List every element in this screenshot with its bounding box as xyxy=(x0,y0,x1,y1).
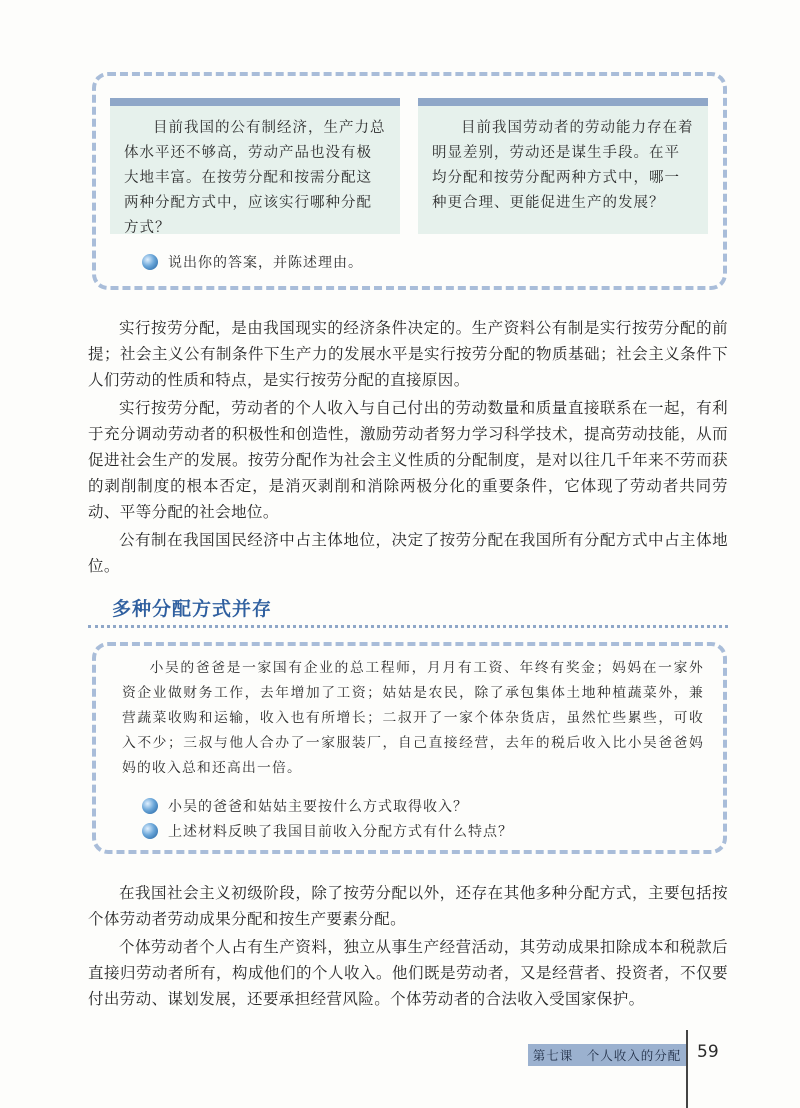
question-card-right xyxy=(418,98,708,234)
question-text-right: 目前我国劳动者的劳动能力存在着明显差别，劳动还是谋生手段。在平均分配和按劳分配两种方式中，哪一种更合理、更能促进生产的发展？ xyxy=(432,120,694,211)
case-question-1 xyxy=(142,796,468,816)
bullet-icon xyxy=(142,823,158,839)
paragraph: 实行按劳分配，劳动者的个人收入与自己付出的劳动数量和质量直接联系在一起，有利于充分调动劳动者的积极性和创造性，激励劳动者努力学习科学技术，提高劳动技能，从而促进社会生产的发展。按劳分配作为社会主义性质的分配制度，是对以往几千年来不劳而获的剥削制度的根本否定，是消灭剥削和消除两极分化的重要条件，它体现了劳动者共同劳动、平等分配的社会地位。 xyxy=(88,399,728,521)
case-study-text: 小吴的爸爸是一家国有企业的总工程师，月月有工资、年终有奖金；妈妈在一家外资企业做财务工作，去年增加了工资；姑姑是农民，除了承包集体土地种植蔬菜外，兼营蔬菜收购和运输，收入也有所增长；二叔开了一家个体杂货店，虽然忙些累些，可收入不少；三叔与他人合办了一家服装厂，自己直接经营，去年的税后收入比小吴爸爸妈妈的收入总和还高出一倍。 xyxy=(122,660,704,776)
bullet-icon xyxy=(142,254,158,270)
prompt-text: 上述材料反映了我国目前收入分配方式有什么特点？ xyxy=(168,824,513,840)
question-text-left: 目前我国的公有制经济，生产力总体水平还不够高，劳动产品也没有极大地丰富。在按劳分配和按需分配这两种分配方式中，应该实行哪种分配方式？ xyxy=(124,120,386,236)
paragraph: 个体劳动者个人占有生产资料，独立从事生产经营活动，其劳动成果扣除成本和税款后直接归劳动者所有，构成他们的个人收入。他们既是劳动者，又是经营者、投资者，不仅要付出劳动、谋划发展，还要承担经营风险。个体劳动者的合法收入受国家保护。 xyxy=(88,938,728,1008)
paragraph: 在我国社会主义初级阶段，除了按劳分配以外，还存在其他多种分配方式，主要包括按个体劳动者劳动成果分配和按生产要素分配。 xyxy=(88,884,728,928)
body-section-1 xyxy=(88,315,728,581)
prompt-text: 说出你的答案，并陈述理由。 xyxy=(168,255,363,271)
lesson-footer-label: 第七课 个人收入的分配 xyxy=(528,1044,686,1066)
discussion-box xyxy=(92,72,727,290)
body-section-2 xyxy=(88,880,728,1014)
bullet-icon xyxy=(142,798,158,814)
paragraph: 公有制在我国国民经济中占主体地位，决定了按劳分配在我国所有分配方式中占主体地位。 xyxy=(88,531,728,575)
section-heading: 多种分配方式并存 xyxy=(112,598,273,620)
prompt-text: 小吴的爸爸和姑姑主要按什么方式取得收入？ xyxy=(168,799,468,815)
page-number: 59 xyxy=(697,1042,719,1062)
question-card-left xyxy=(110,98,400,234)
paragraph: 实行按劳分配，是由我国现实的经济条件决定的。生产资料公有制是实行按劳分配的前提；社会主义公有制条件下生产力的发展水平是实行按劳分配的物质基础；社会主义条件下人们劳动的性质和特点，是实行按劳分配的直接原因。 xyxy=(88,319,728,389)
card-header-bar xyxy=(110,98,400,106)
footer-divider xyxy=(686,1030,688,1108)
case-study-box xyxy=(92,642,727,854)
heading-divider xyxy=(88,625,728,628)
discussion-prompt xyxy=(142,252,363,272)
card-header-bar xyxy=(418,98,708,106)
case-question-2 xyxy=(142,821,513,841)
